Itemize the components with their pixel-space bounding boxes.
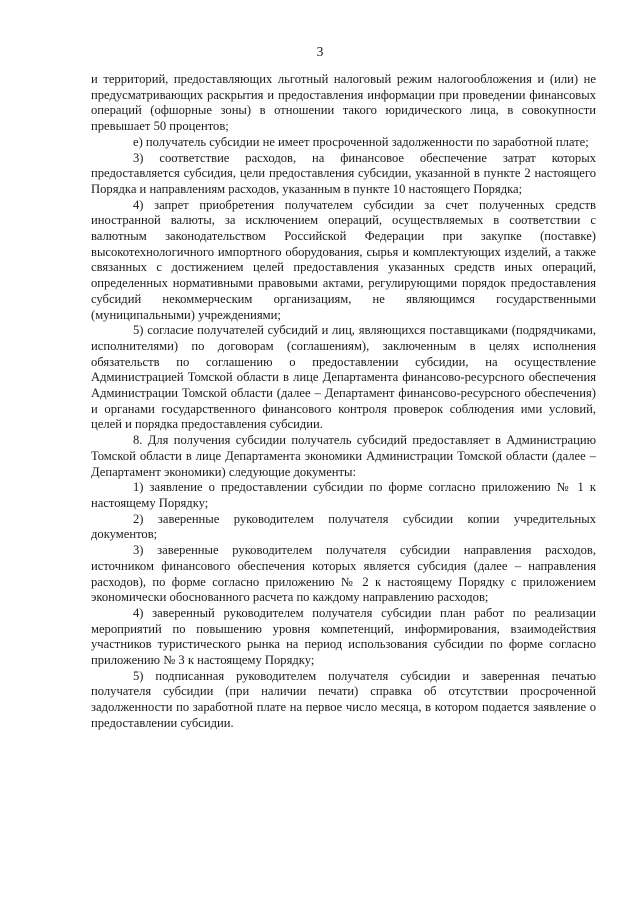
paragraph-item-e: е) получатель субсидии не имеет просроченной задолженности по заработной плате; bbox=[133, 134, 589, 149]
paragraph-item-4: 4) запрет приобретения получателем субсидии за счет полученных средств иностранной валюты, за исключением операций, осуществляемых в соответствии с валютным законодательством Российской Федерации при закупке (поставке) высокотехнологичного импортного оборудования, сырья и комплектующих изделий, а также связанных с достижением целей предоставления указанных средств иных операций, определенных нормативными правовыми актами, регулирующими порядок предоставления субсидий некоммерческим организациям, не являющимся государственными (муниципальными) учреждениями; bbox=[91, 197, 596, 322]
page-number: 3 bbox=[316, 44, 324, 59]
paragraph-continuation: и территорий, предоставляющих льготный налоговый режим налогообложения и (или) не предусматривающих раскрытия и предоставления информации при проведении финансовых операций (офшорные зоны) в отношении такого юридического лица, в совокупности превышает 50 процентов; bbox=[91, 72, 596, 134]
paragraph-doc-4: 4) заверенный руководителем получателя субсидии план работ по реализации мероприятий по повышению уровня компетенций, информирования, взаимодействия участников туристического рынка на период использования субсидии по форме согласно приложению № 3 к настоящему Порядку; bbox=[91, 605, 596, 668]
paragraph-section-8: 8. Для получения субсидии получатель субсидий предоставляет в Администрацию Томской области в лице Департамента экономики Администрации Томской области (далее – Департамент экономики) следующие документы: bbox=[91, 433, 596, 479]
paragraph-doc-5: 5) подписанная руководителем получателя субсидии и заверенная печатью получателя субсидии (при наличии печати) справка об отсутствии просроченной задолженности по заработной плате на первое число месяца, в котором подается заявление о предоставлении субсидии. bbox=[91, 668, 596, 730]
paragraph-item-5: 5) согласие получателей субсидий и лиц, являющихся поставщиками (подрядчиками, исполнителями) по договорам (соглашениям), заключенным в целях исполнения обязательств по соглашению о предоставлении субсидии, на осуществление Администрацией Томской области в лице Департамента финансово-ресурсного обеспечения Администрации Томской области (далее – Департамент финансово-ресурсного обеспечения) и органами государственного финансового контроля проверок соблюдения ими условий, целей и порядка предоставления субсидии. bbox=[91, 323, 596, 432]
document-body bbox=[91, 72, 596, 732]
paragraph-doc-3: 3) заверенные руководителем получателя субсидии направления расходов, источником финансового обеспечения которых является субсидия (далее – направления расходов), по форме согласно приложению № 2 к настоящему Порядку с приложением экономически обоснованного расчета по каждому направлению расходов; bbox=[91, 543, 596, 605]
paragraph-doc-2: 2) заверенные руководителем получателя субсидии копии учредительных документов; bbox=[91, 511, 596, 542]
paragraph-item-3: 3) соответствие расходов, на финансовое обеспечение затрат которых предоставляется субсидия, цели предоставления субсидии, указанной в пункте 2 настоящего Порядка и направлениям расходов, указанным в пункте 10 настоящего Порядка; bbox=[91, 150, 596, 196]
paragraph-doc-1: 1) заявление о предоставлении субсидии по форме согласно приложению № 1 к настоящему Порядку; bbox=[91, 480, 596, 510]
